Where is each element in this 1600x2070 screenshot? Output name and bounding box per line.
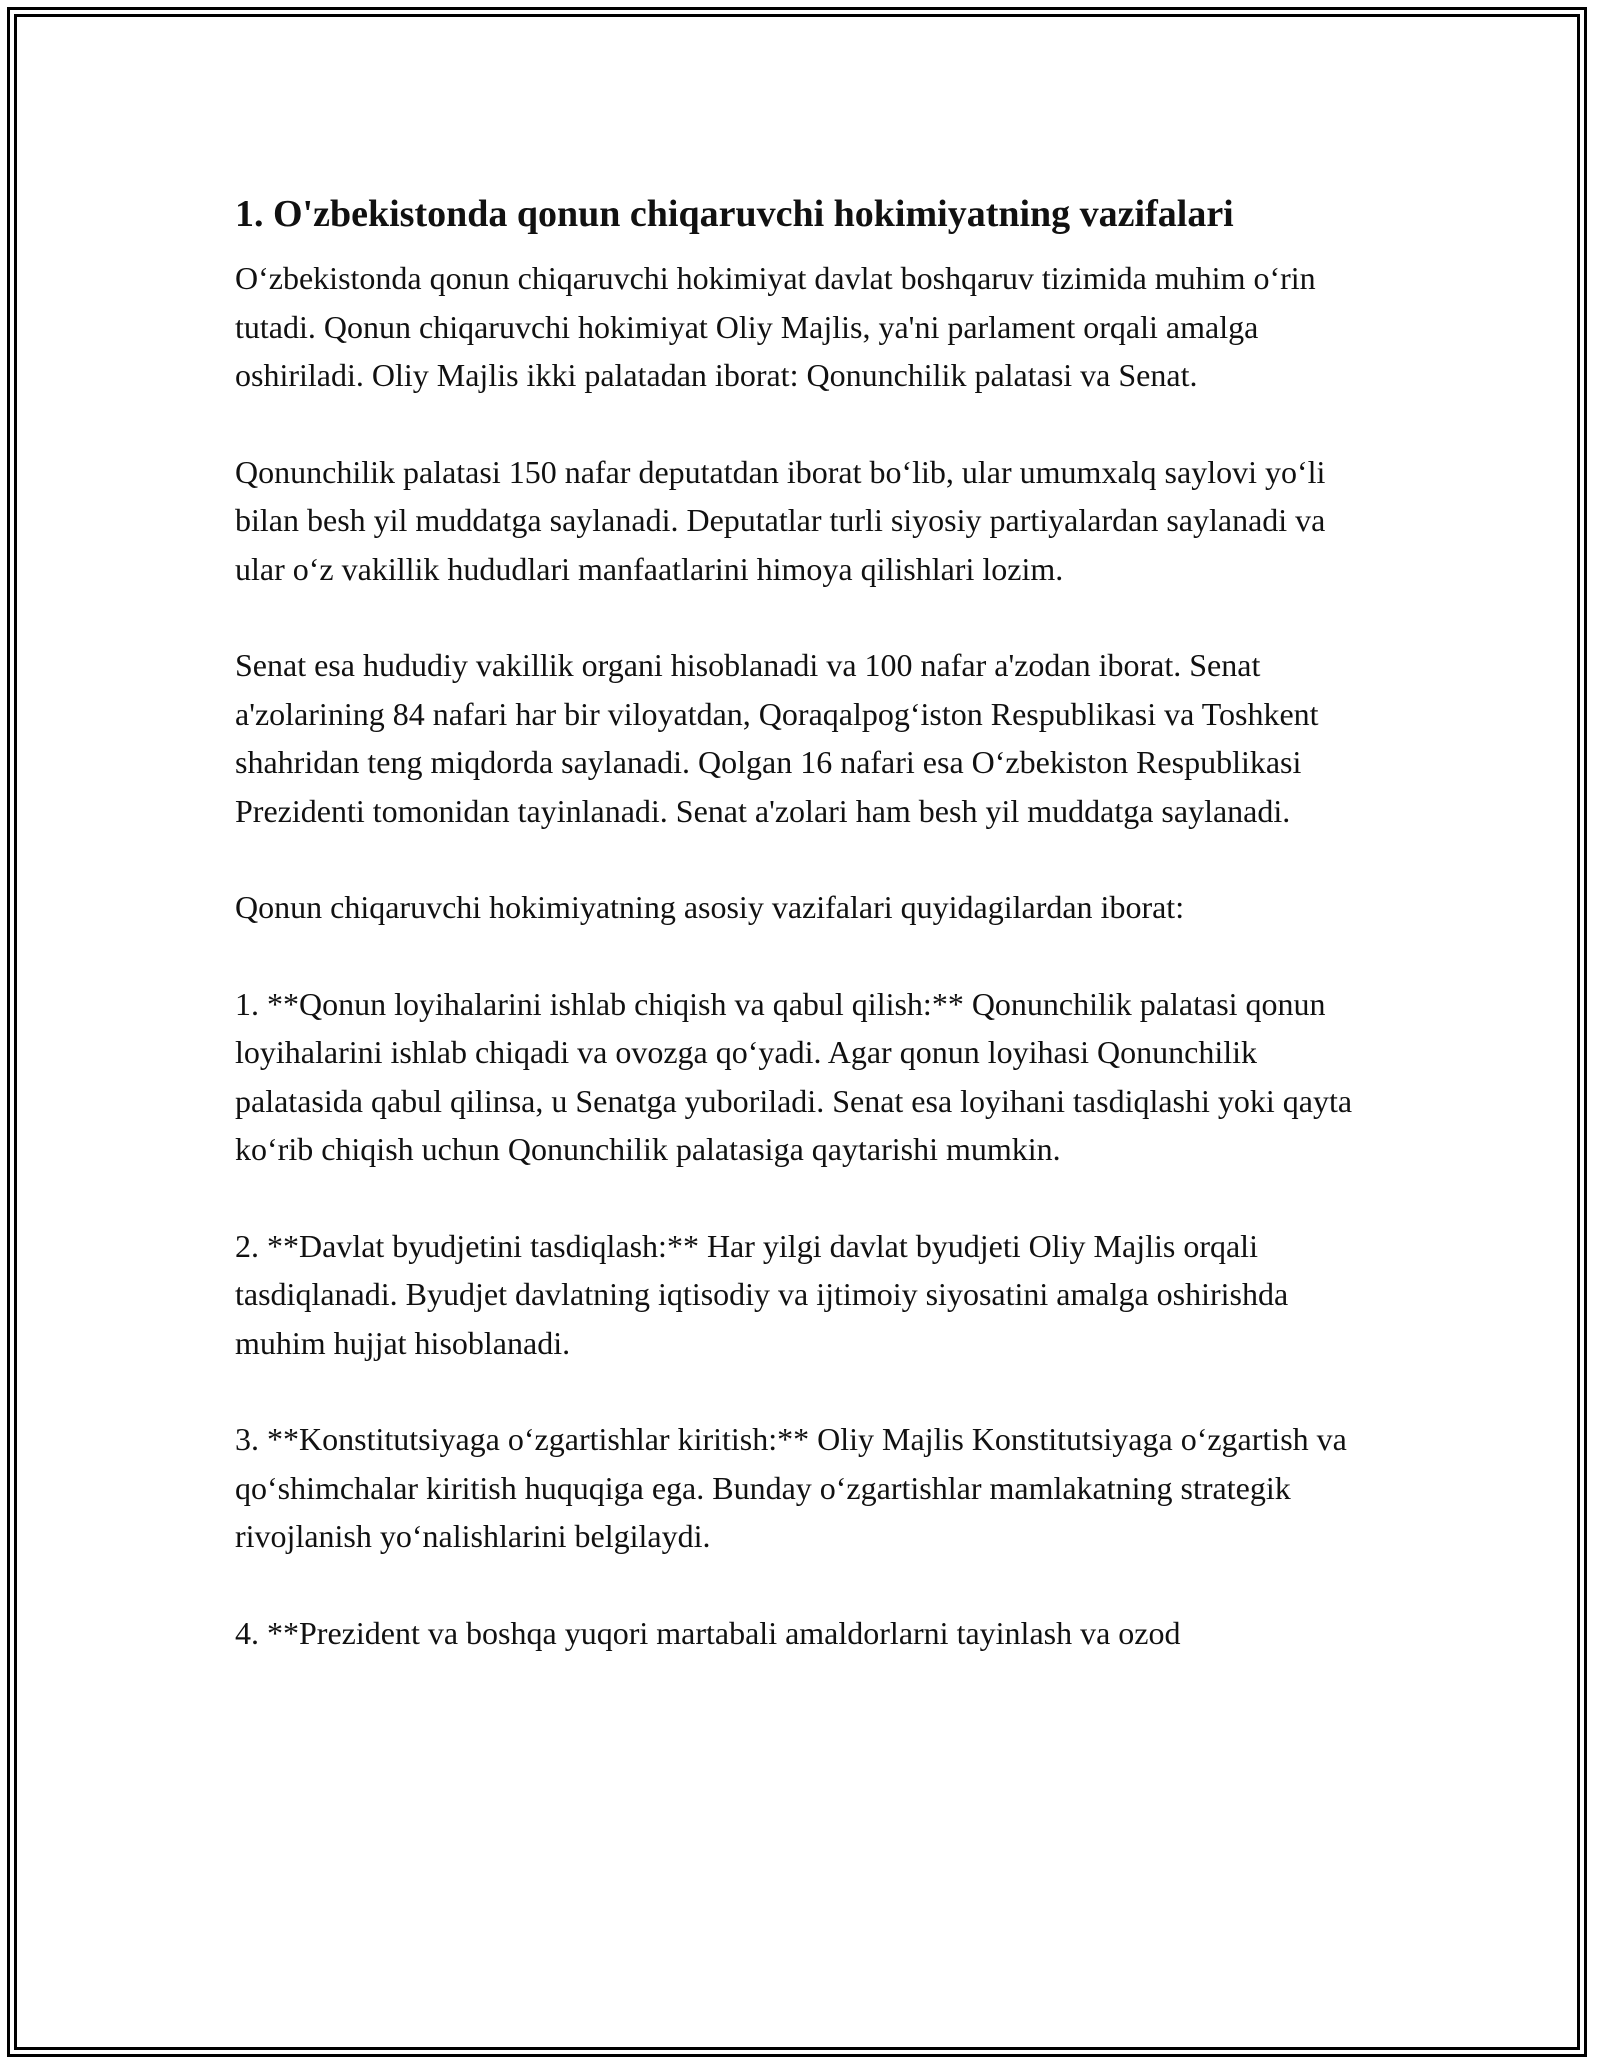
document-title: 1. O'zbekistonda qonun chiqaruvchi hokimiyatning vazifalari: [235, 193, 1234, 235]
paragraph-intro: O‘zbekistonda qonun chiqaruvchi hokimiyat davlat boshqaruv tizimida muhim o‘rin tutadi. Qonun chiqaruvchi hokimiyat Oliy Majlis, ya'ni parlament orqali amalga oshiriladi. Oliy Majlis ikki palatadan iborat: Qonunchilik palatasi va Senat.: [235, 260, 1316, 393]
list-item-3: 3. **Konstitutsiyaga o‘zgartishlar kiritish:** Oliy Majlis Konstitutsiyaga o‘zgartish va qo‘shimchalar kiritish huquqiga ega. Bunday o‘zgartishlar mamlakatning strategik rivojlanish yo‘nalishlarini belgilaydi.: [235, 1421, 1347, 1554]
list-item-2: 2. **Davlat byudjetini tasdiqlash:** Har yilgi davlat byudjeti Oliy Majlis orqali tasdiqlanadi. Byudjet davlatning iqtisodiy va ijtimoiy siyosatini amalga oshirishda muhim hujjat hisoblanadi.: [235, 1227, 1289, 1361]
list-item-1: 1. **Qonun loyihalarini ishlab chiqish va qabul qilish:** Qonunchilik palatasi qonun loyihalarini ishlab chiqadi va ovozga qo‘yadi. Agar qonun loyihasi Qonunchilik palatasida qabul qilinsa, u Senatga yuboriladi. Senat esa loyihani tasdiqlashi yoki qayta ko‘rib chiqish uchun Qonunchilik palatasiga qaytarishi mumkin.: [235, 985, 1353, 1167]
document-body: [235, 188, 1375, 1705]
paragraph-qonunchilik-palatasi: Qonunchilik palatasi 150 nafar deputatdan iborat bo‘lib, ular umumxalq saylovi yo‘li bilan besh yil muddatga saylanadi. Deputatlar turli siyosiy partiyalardan saylanadi va ular o‘z vakillik hududlari manfaatlarini himoya qilishlari lozim.: [235, 453, 1326, 587]
paragraph-vazifalar-intro: Qonun chiqaruvchi hokimiyatning asosiy vazifalari quyidagilardan iborat:: [235, 889, 1185, 925]
paragraph-senat: Senat esa hududiy vakillik organi hisoblanadi va 100 nafar a'zodan iborat. Senat a'zolarining 84 nafari har bir viloyatdan, Qoraqalpog‘iston Respublikasi va Toshkent shahridan teng miqdorda saylanadi. Qolgan 16 nafari esa O‘zbekiston Respublikasi Prezidenti tomonidan tayinlanadi. Senat a'zolari ham besh yil muddatga saylanadi.: [235, 647, 1319, 829]
list-item-4: 4. **Prezident va boshqa yuqori martabali amaldorlarni tayinlash va ozod: [235, 1614, 1181, 1651]
